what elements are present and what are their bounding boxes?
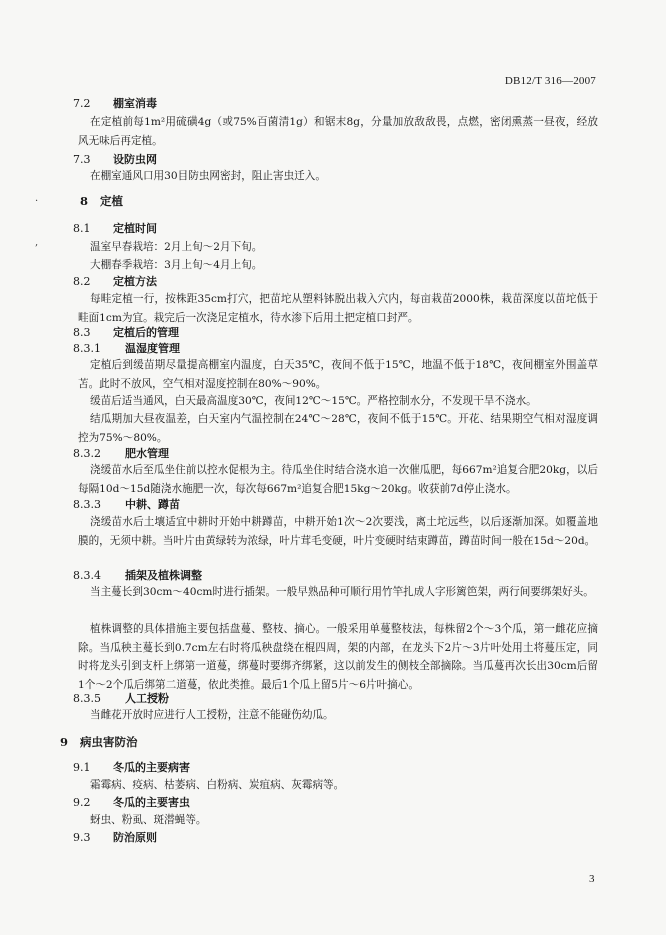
section-number: 8.3 bbox=[73, 326, 91, 339]
section-8-3-2-heading bbox=[73, 445, 169, 461]
section-8-2-text: 每畦定植一行，按株距35cm打穴，把苗坨从塑料钵脱出栽入穴内，每亩栽苗2000株，栽苗深度以苗坨低于畦面1cm为宜。栽完后一次浇足定植水，待水渗下后用土把定植口封严。 bbox=[78, 293, 598, 324]
section-number: 7.2 bbox=[73, 97, 91, 110]
section-8-1-line-2: 大棚春季栽培：3月上旬～4月上旬。 bbox=[90, 259, 263, 271]
scan-mark: , bbox=[35, 237, 39, 248]
section-number: 9.3 bbox=[73, 831, 91, 844]
section-8-3-1-paragraph-3: 结瓜期加大昼夜温差，白天室内气温控制在24℃～28℃，夜间不低于15℃。开花、结果期空气相对湿度调控为75%～80%。 bbox=[78, 413, 598, 444]
section-number: 8.2 bbox=[73, 275, 91, 288]
chapter-9-heading bbox=[60, 734, 138, 750]
section-title: 棚室消毒 bbox=[113, 97, 157, 110]
section-title: 插架及植株调整 bbox=[125, 569, 202, 582]
section-number: 8.3.2 bbox=[73, 447, 101, 460]
section-number: 8.3.5 bbox=[73, 692, 101, 705]
section-8-3-4-paragraph-2: 植株调整的具体措施主要包括盘蔓、整枝、摘心。一般采用单蔓整枝法，每株留2个～3个瓜，第一雌花应摘除。当瓜秧主蔓长到0.7cm左右时将瓜秧盘绕在棍四周，架的内部，在龙头下2片～3片叶处用土将蔓压定，同时将龙头引到支杆上绑第一道蔓，绑蔓时要绑齐绑紧，这以前发生的侧枝全部摘除。当瓜蔓再次长出30cm后留1个～2个瓜后绑第二道蔓，依此类推。最后1个瓜上留5片～6片叶摘心。 bbox=[78, 623, 598, 691]
section-7-2-text: 在定植前每1m²用硫磺4g（或75%百菌清1g）和锯末8g，分量加放敌敌畏，点燃，密闭熏蒸一昼夜，经放风无味后再定植。 bbox=[78, 116, 598, 147]
section-8-2-heading bbox=[73, 273, 157, 289]
section-9-3-heading bbox=[73, 829, 157, 845]
section-number: 9.2 bbox=[73, 796, 91, 809]
section-8-3-3-heading bbox=[73, 496, 180, 512]
section-title: 温湿度管理 bbox=[125, 342, 180, 355]
section-7-3-text: 在棚室通风口用30目防虫网密封，阻止害虫迁入。 bbox=[90, 170, 326, 182]
section-number: 8.3.1 bbox=[73, 342, 101, 355]
chapter-number: 9 bbox=[60, 735, 69, 749]
section-number: 9.1 bbox=[73, 761, 91, 774]
section-8-3-5-heading bbox=[73, 690, 169, 706]
section-title: 肥水管理 bbox=[125, 447, 169, 460]
section-number: 8.1 bbox=[73, 222, 91, 235]
section-8-3-2-text: 浇缓苗水后至瓜坐住前以控水促根为主。待瓜坐住时结合浇水追一次催瓜肥，每667m²追复合肥20kg，以后每隔10d～15d随浇水施肥一次，每次每667m²追复合肥15kg～20kg。收获前7d停止浇水。 bbox=[78, 464, 598, 495]
section-8-3-1-paragraph-1: 定植后到缓苗期尽量提高棚室内温度，白天35℃，夜间不低于15℃，地温不低于18℃，夜间棚室外围盖草苫。此时不放风，空气相对湿度控制在80%～90%。 bbox=[78, 359, 598, 390]
section-8-3-1-paragraph-2: 缓苗后适当通风，白天最高温度30℃，夜间12℃～15℃。严格控制水分，不发现干旱不浇水。 bbox=[90, 395, 537, 407]
standard-code: DB12/T 316—2007 bbox=[504, 75, 596, 87]
section-title: 冬瓜的主要害虫 bbox=[113, 796, 190, 809]
chapter-number: 8 bbox=[80, 194, 89, 208]
section-8-3-3-text: 浇缓苗水后土壤适宜中耕时开始中耕蹲苗，中耕开始1次～2次要浅，离土坨远些，以后逐渐加深。如覆盖地膜的，无须中耕。当叶片由黄绿转为浓绿，叶片茸毛变硬，叶片变硬时结束蹲苗，蹲苗时间一般在15d～20d。 bbox=[78, 516, 598, 547]
section-title: 定植后的管理 bbox=[113, 326, 179, 339]
section-9-1-text: 霜霉病、疫病、枯萎病、白粉病、炭疽病、灰霉病等。 bbox=[90, 779, 345, 791]
section-8-3-4-paragraph-1: 当主蔓长到30cm～40cm时进行插架。一般早熟品种可顺行用竹竿扎成人字形篱笆架，两行间要绑架好头。 bbox=[90, 586, 594, 598]
chapter-title: 病虫害防治 bbox=[80, 735, 138, 749]
section-title: 人工授粉 bbox=[125, 692, 169, 705]
section-title: 定植方法 bbox=[113, 275, 157, 288]
section-8-1-line-1: 温室早春栽培：2月上旬～2月下旬。 bbox=[90, 241, 263, 253]
section-9-2-text: 蚜虫、粉虱、斑潜蝇等。 bbox=[90, 814, 207, 826]
section-8-3-4-heading bbox=[73, 567, 202, 583]
scan-mark: · bbox=[35, 196, 39, 207]
section-7-3-heading bbox=[73, 151, 157, 167]
section-8-1-heading bbox=[73, 220, 157, 236]
section-7-2-heading bbox=[73, 95, 157, 111]
section-8-3-heading bbox=[73, 324, 179, 340]
section-number: 8.3.3 bbox=[73, 498, 101, 511]
page-number: 3 bbox=[589, 873, 595, 885]
section-number: 8.3.4 bbox=[73, 569, 101, 582]
section-number: 7.3 bbox=[73, 153, 91, 166]
section-8-3-5-text: 当雌花开放时应进行人工授粉，注意不能碰伤幼瓜。 bbox=[90, 709, 334, 721]
section-title: 设防虫网 bbox=[113, 153, 157, 166]
section-title: 中耕、蹲苗 bbox=[125, 498, 180, 511]
section-title: 冬瓜的主要病害 bbox=[113, 761, 190, 774]
section-title: 防治原则 bbox=[113, 831, 157, 844]
section-title: 定植时间 bbox=[113, 222, 157, 235]
section-9-1-heading bbox=[73, 759, 190, 775]
chapter-title: 定植 bbox=[100, 194, 124, 208]
chapter-8-heading bbox=[80, 193, 123, 209]
section-8-3-1-heading bbox=[73, 340, 180, 356]
section-9-2-heading bbox=[73, 794, 190, 810]
